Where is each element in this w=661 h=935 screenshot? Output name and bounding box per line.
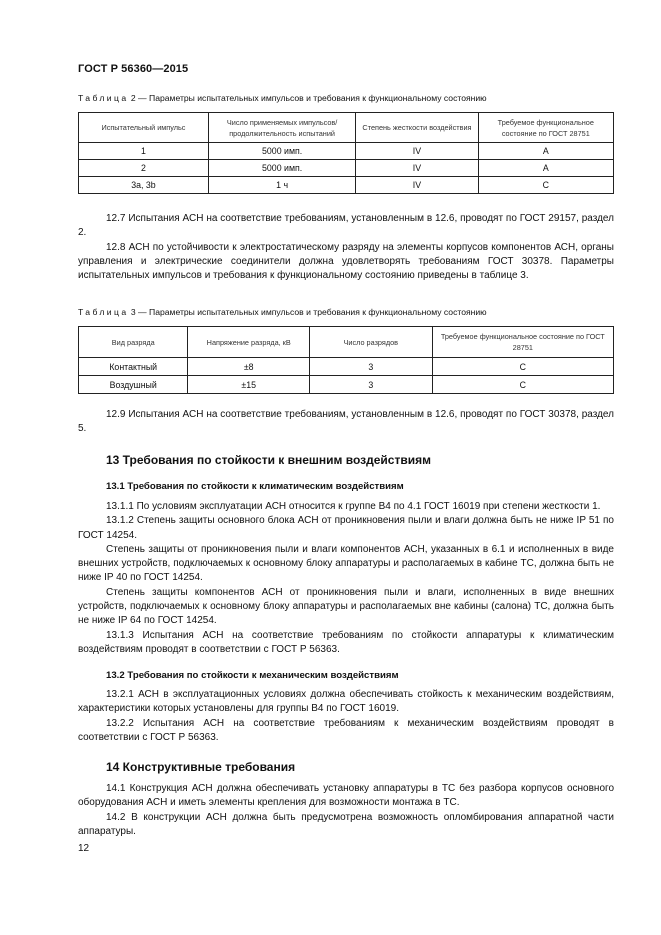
table-header-cell: Требуемое функциональное состояние по ГОСТ 28751 <box>432 327 613 358</box>
table-row <box>79 160 614 177</box>
table-row <box>79 358 614 376</box>
table-cell: Контактный <box>79 358 188 376</box>
clauses-12-7-12-8 <box>78 212 614 283</box>
paragraph: 13.2.1 АСН в эксплуатационных условиях должна обеспечивать стойкость к механическим воздействиям, характеристики которых установлены для группы В4 по ГОСТ 16019. <box>78 689 614 715</box>
document-header: ГОСТ Р 56360—2015 <box>78 63 189 75</box>
page-number: 12 <box>78 843 90 854</box>
table-header-cell: Число разрядов <box>310 327 433 358</box>
table-cell: IV <box>356 143 478 160</box>
table-2-caption <box>78 93 487 103</box>
table-cell: ±8 <box>188 358 310 376</box>
table-2-caption-text: 2 — Параметры испытательных импульсов и требования к функциональному состоянию <box>128 93 487 103</box>
table-header-cell: Вид разряда <box>79 327 188 358</box>
subsection-13-1-body <box>78 500 614 657</box>
paragraph: Степень защиты компонентов АСН от проникновения пыли и влаги, исполненных в виде внешних устройств, подключаемых к основному блоку аппаратуры и располагаемых вне кабины (салона) ТС, должна быть не ниже IP 64 по ГОСТ 14254. <box>78 586 614 627</box>
section-13-heading: 13 Требования по стойкости к внешним воздействиям <box>106 453 431 467</box>
table-cell: C <box>478 177 613 194</box>
table-header-cell: Требуемое функциональное состояние по ГОСТ 28751 <box>478 113 613 143</box>
paragraph-12-8: 12.8 АСН по устойчивости к электростатическому разряду на элементы корпусов компонентов АСН, органы управления и электрические соединители должна удовлетворять требованиям ГОСТ 30378. Параметры испытательных импульсов и требования к функциональному состоянию приведены в таблице 3. <box>78 241 614 282</box>
paragraph: 13.1.1 По условиям эксплуатации АСН относится к группе В4 по 4.1 ГОСТ 16019 при степени жесткости 1. <box>106 501 601 512</box>
table-header-cell: Напряжение разряда, кВ <box>188 327 310 358</box>
paragraph: 13.2.2 Испытания АСН на соответствие требованиям к механическим воздействиям проводят в соответствии с ГОСТ Р 56363. <box>78 717 614 743</box>
section-14-heading: 14 Конструктивные требования <box>106 760 296 774</box>
table-header-cell: Число применяемых импульсов/ продолжительность испытаний <box>208 113 355 143</box>
paragraph-12-9: 12.9 Испытания АСН на соответствие требованиям, установленным в 12.6, проводят по ГОСТ 30378, раздел 5. <box>78 409 614 435</box>
table-cell: Воздушный <box>79 376 188 394</box>
subsection-13-2-body <box>78 688 614 745</box>
table-cell: IV <box>356 177 478 194</box>
table-2-caption-label: Таблица <box>78 93 129 103</box>
section-14-body <box>78 782 614 839</box>
table-cell: C <box>432 358 613 376</box>
table-3 <box>78 326 614 394</box>
table-cell: A <box>478 143 613 160</box>
table-row <box>79 143 614 160</box>
table-cell: IV <box>356 160 478 177</box>
table-cell: 1 <box>79 143 209 160</box>
table-cell: A <box>478 160 613 177</box>
table-3-caption-text: 3 — Параметры испытательных импульсов и требования к функциональному состоянию <box>128 307 487 317</box>
table-cell: 5000 имп. <box>208 143 355 160</box>
table-row <box>79 177 614 194</box>
table-cell: 3а, 3b <box>79 177 209 194</box>
table-cell: C <box>432 376 613 394</box>
table-row <box>79 376 614 394</box>
table-3-caption <box>78 307 487 317</box>
table-cell: 2 <box>79 160 209 177</box>
table-cell: ±15 <box>188 376 310 394</box>
table-cell: 5000 имп. <box>208 160 355 177</box>
subsection-13-1-heading: 13.1 Требования по стойкости к климатическим воздействиям <box>106 481 404 492</box>
table-cell: 1 ч <box>208 177 355 194</box>
paragraph: 13.1.2 Степень защиты основного блока АСН от проникновения пыли и влаги должна быть не ниже IP 51 по ГОСТ 14254. <box>78 515 614 541</box>
paragraph: 14.2 В конструкции АСН должна быть предусмотрена возможность опломбирования аппаратной части аппаратуры. <box>78 811 614 837</box>
table-cell: 3 <box>310 376 433 394</box>
table-2 <box>78 112 614 194</box>
paragraph: 14.1 Конструкция АСН должна обеспечивать установку аппаратуры в ТС без разбора корпусов основного оборудования АСН и иметь элементы крепления для возможности монтажа в ТС. <box>78 783 614 809</box>
clause-12-9 <box>78 408 614 437</box>
table-cell: 3 <box>310 358 433 376</box>
table-header-row <box>79 327 614 358</box>
subsection-13-2-heading: 13.2 Требования по стойкости к механическим воздействиям <box>106 670 399 681</box>
paragraph-12-7: 12.7 Испытания АСН на соответствие требованиям, установленным в 12.6, проводят по ГОСТ 29157, раздел 2. <box>78 213 614 239</box>
table-3-caption-label: Таблица <box>78 307 129 317</box>
table-header-row <box>79 113 614 143</box>
paragraph: Степень защиты от проникновения пыли и влаги компонентов АСН, указанных в 6.1 и исполненных в виде внешних устройств, подключаемых к основному блоку аппаратуры и располагаемых в кабине ТС, должна быть не ниже IP 40 по ГОСТ 14254. <box>78 543 614 584</box>
paragraph: 13.1.3 Испытания АСН на соответствие требованиям по стойкости аппаратуры к климатическим воздействиям проводят в соответствии с ГОСТ Р 56363. <box>78 629 614 655</box>
table-header-cell: Степень жесткости воздействия <box>356 113 478 143</box>
table-header-cell: Испытательный импульс <box>79 113 209 143</box>
